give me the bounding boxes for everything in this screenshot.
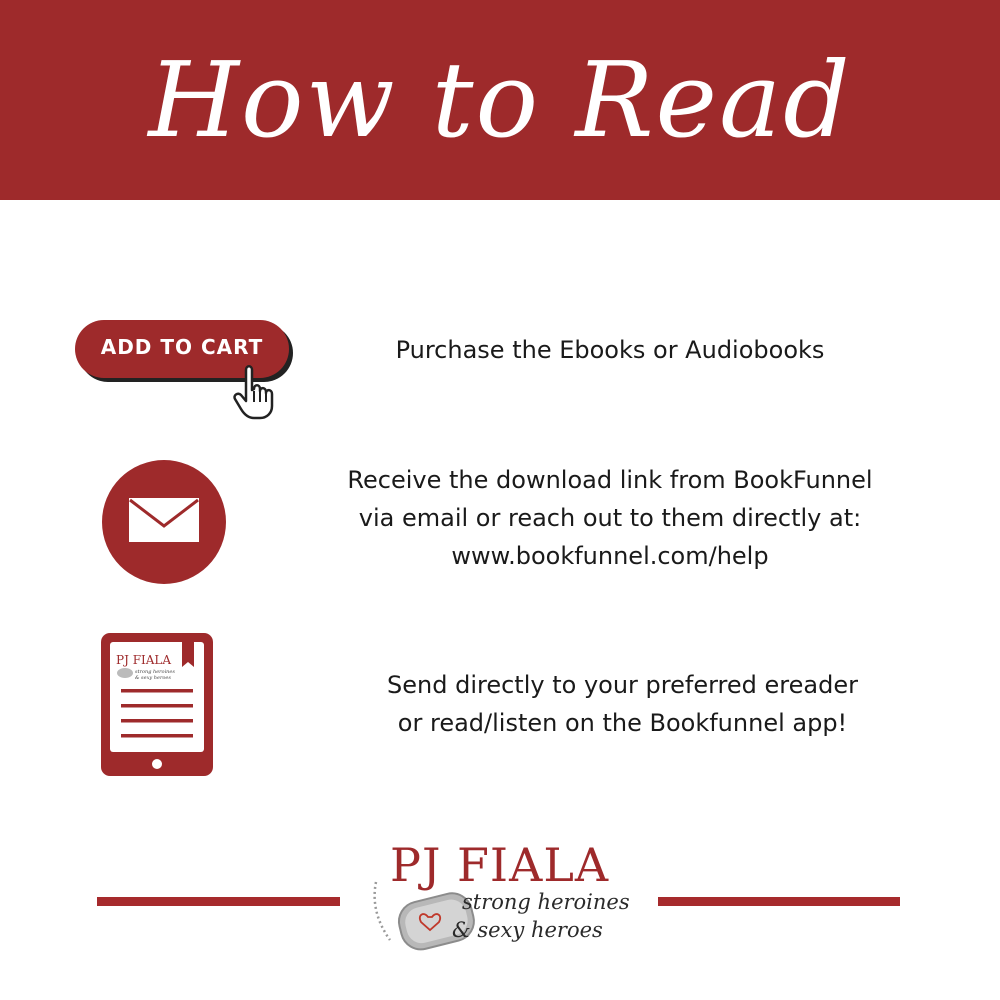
step-3-line-1: Send directly to your preferred ereader [387, 671, 858, 699]
add-to-cart-button: ADD TO CART [75, 320, 289, 378]
page-title: How to Read [148, 39, 852, 161]
pointer-hand-icon [232, 362, 278, 420]
ereader-tablet-icon [101, 633, 213, 776]
svg-text:strong heroines: strong heroines [135, 669, 175, 675]
header-banner [0, 0, 1000, 200]
step-3-line-2: or read/listen on the Bookfunnel app! [397, 709, 848, 737]
svg-text:& sexy heroes: & sexy heroes [135, 675, 171, 681]
step-2-line-1: Receive the download link from BookFunnel [347, 466, 873, 494]
step-2-line-3: www.bookfunnel.com/help [451, 542, 769, 570]
step-2-line-2: via email or reach out to them directly at: [358, 504, 862, 532]
logo-name: PJ FIALA [390, 838, 610, 892]
logo-tagline-2: & sexy heroes [452, 918, 603, 942]
footer-divider-right [658, 897, 900, 906]
step-3-text [320, 666, 925, 742]
step-2-text [300, 461, 920, 575]
step-1-text: Purchase the Ebooks or Audiobooks [395, 336, 825, 364]
envelope-icon [128, 497, 200, 543]
svg-text:PJ FIALA: PJ FIALA [116, 653, 172, 667]
footer-divider-left [97, 897, 340, 906]
logo-tagline-1: strong heroines [462, 890, 630, 914]
